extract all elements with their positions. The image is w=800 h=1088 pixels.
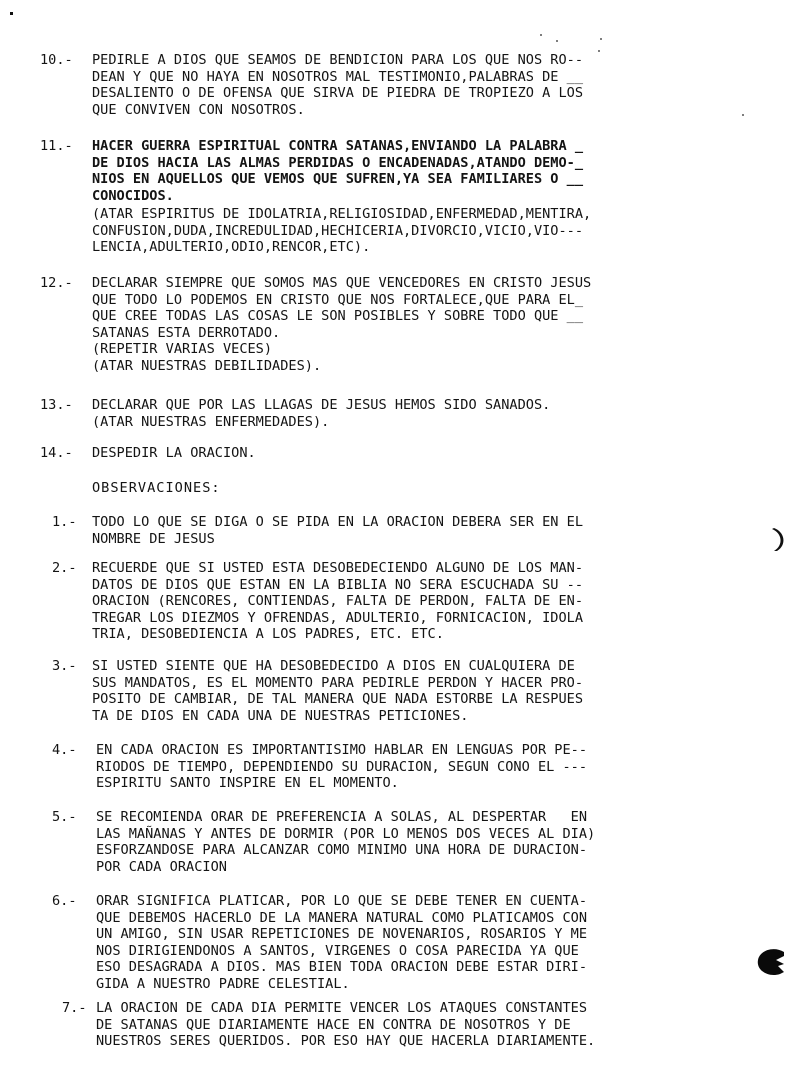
scan-speck [742,114,744,116]
scan-speck [540,34,542,36]
item-text: PEDIRLE A DIOS QUE SEAMOS DE BENDICION PARA LOS QUE NOS RO-- DEAN Y QUE NO HAYA EN NOSOTROS MAL TESTIMONIO,PALABRAS DE __ DESALIENTO O DE OFENSA QUE SIRVA DE PIEDRA DE TROPIEZO A LOS QUE CONVIVEN CON NOSOTROS. [92,52,584,118]
item-text: HACER GUERRA ESPIRITUAL CONTRA SATANAS,ENVIANDO LA PALABRA _ DE DIOS HACIA LAS ALMAS PERDIDAS O ENCADENADAS,ATANDO DEMO-_ NIOS EN AQUELLOS QUE VEMOS QUE SUFREN,YA SEA FAMILIARES O __ CONOCIDOS. [92,138,584,204]
scan-speck [598,50,600,52]
item-number: 13.- [40,397,73,413]
item-text: DECLARAR QUE POR LAS LLAGAS DE JESUS HEMOS SIDO SANADOS. (ATAR NUESTRAS ENFERMEDADES). [92,397,551,430]
observacion-number: 1.- [52,514,77,530]
item-number: 10.- [40,52,73,68]
observaciones-heading: OBSERVACIONES: [92,480,221,496]
scan-artifact-large [754,946,788,980]
item-text: DESPEDIR LA ORACION. [92,445,256,461]
observacion-number: 4.- [52,742,77,758]
scan-speck [556,40,558,42]
observacion-text: RECUERDE QUE SI USTED ESTA DESOBEDECIENDO ALGUNO DE LOS MAN- DATOS DE DIOS QUE ESTAN EN LA BIBLIA NO SERA ESCUCHADA SU -- ORACION (RENCORES, CONTIENDAS, FALTA DE PERDON, FALTA DE EN- TREGAR LOS DIEZMOS Y OFRENDAS, ADULTERIO, FORNICACION, IDOLA TRIA, DESOBEDIENCIA A LOS PADRES, ETC. ETC. [92,560,584,643]
observacion-text: LA ORACION DE CADA DIA PERMITE VENCER LOS ATAQUES CONSTANTES DE SATANAS QUE DIARIAMENTE HACE EN CONTRA DE NOSOTROS Y DE NUESTROS SERES QUERIDOS. POR ESO HAY QUE HACERLA DIARIAMENTE. [96,1000,596,1050]
observacion-number: 5.- [52,809,77,825]
item-number: 14.- [40,445,73,461]
corner-mark [10,12,13,15]
scan-speck [600,38,602,40]
observacion-number: 2.- [52,560,77,576]
item-extra-text: (ATAR ESPIRITUS DE IDOLATRIA,RELIGIOSIDAD,ENFERMEDAD,MENTIRA, CONFUSION,DUDA,INCREDULIDAD,HECHICERIA,DIVORCIO,VICIO,VIO--- LENCIA,ADULTERIO,ODIO,RENCOR,ETC). [92,206,592,256]
observacion-text: EN CADA ORACION ES IMPORTANTISIMO HABLAR EN LENGUAS POR PE-- RIODOS DE TIEMPO, DEPENDIENDO SU DURACION, SEGUN CONO EL --- ESPIRITU SANTO INSPIRE EN EL MOMENTO. [96,742,588,792]
item-number: 12.- [40,275,73,291]
item-number: 11.- [40,138,73,154]
scan-artifact-small [768,527,788,553]
item-text: DECLARAR SIEMPRE QUE SOMOS MAS QUE VENCEDORES EN CRISTO JESUS QUE TODO LO PODEMOS EN CRISTO QUE NOS FORTALECE,QUE PARA EL_ QUE CREE TODAS LAS COSAS LE SON POSIBLES Y SOBRE TODO QUE __ SATANAS ESTA DERROTADO. (REPETIR VARIAS VECES) (ATAR NUESTRAS DEBILIDADES). [92,275,592,374]
observacion-text: SI USTED SIENTE QUE HA DESOBEDECIDO A DIOS EN CUALQUIERA DE SUS MANDATOS, ES EL MOMENTO PARA PEDIRLE PERDON Y HACER PRO- POSITO DE CAMBIAR, DE TAL MANERA QUE NADA ESTORBE LA RESPUES TA DE DIOS EN CADA UNA DE NUESTRAS PETICIONES. [92,658,584,724]
observacion-text: SE RECOMIENDA ORAR DE PREFERENCIA A SOLAS, AL DESPERTAR EN LAS MAÑANAS Y ANTES DE DORMIR (POR LO MENOS DOS VECES AL DIA) ESFORZANDOSE PARA ALCANZAR COMO MINIMO UNA HORA DE DURACION- POR CADA ORACION [96,809,596,875]
observacion-text: ORAR SIGNIFICA PLATICAR, POR LO QUE SE DEBE TENER EN CUENTA- QUE DEBEMOS HACERLO DE LA MANERA NATURAL COMO PLATICAMOS CON UN AMIGO, SIN USAR REPETICIONES DE NOVENARIOS, ROSARIOS Y ME NOS DIRIGIENDONOS A SANTOS, VIRGENES O COSA PARECIDA YA QUE ESO DESAGRADA A DIOS. MAS BIEN TODA ORACION DEBE ESTAR DIRI- GIDA A NUESTRO PADRE CELESTIAL. [96,893,588,992]
observacion-number: 3.- [52,658,77,674]
observacion-number: 6.- [52,893,77,909]
observacion-number: 7.- [62,1000,87,1016]
observacion-text: TODO LO QUE SE DIGA O SE PIDA EN LA ORACION DEBERA SER EN EL NOMBRE DE JESUS [92,514,584,547]
